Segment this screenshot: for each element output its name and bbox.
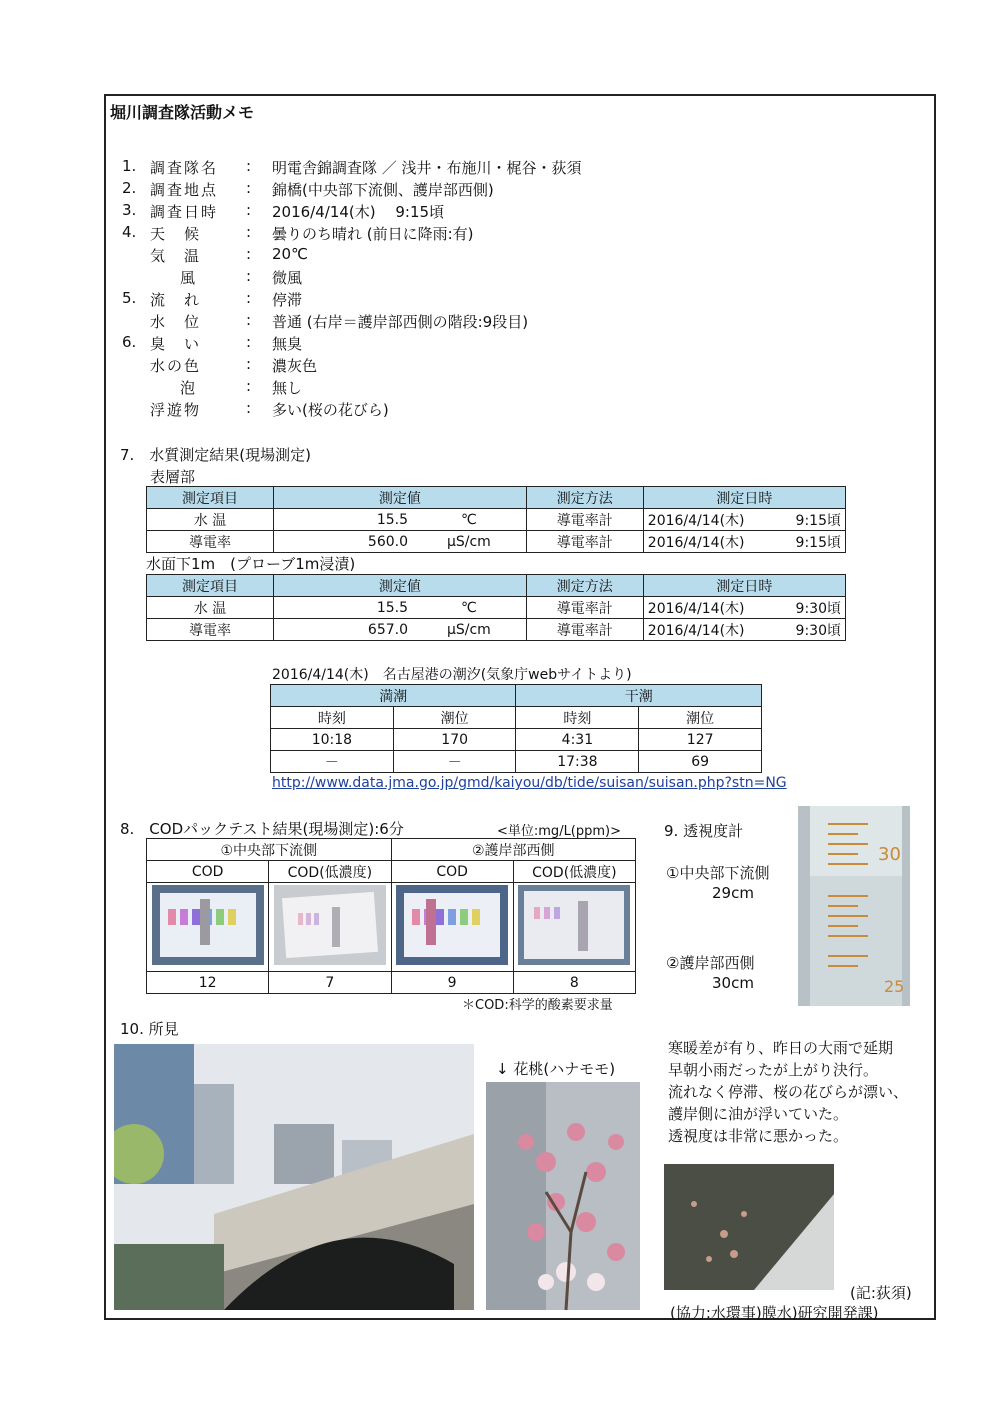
item-label: 調査地点 <box>150 181 219 199</box>
cell-item: 水 温 <box>147 509 274 531</box>
tide-sub-header: 潮位 <box>393 707 516 729</box>
cod-col-header: COD <box>147 861 269 883</box>
clarity-meter-photo <box>798 806 910 1006</box>
item-value: 多い(桜の花びら) <box>272 401 389 419</box>
item-value: 停滞 <box>272 291 303 309</box>
author-note: (記:荻須) <box>850 1284 912 1302</box>
item-value: 20℃ <box>272 245 308 263</box>
item-value: 明電舎錦調査隊 ／ 浅井・布施川・梶谷・荻須 <box>272 159 582 177</box>
item-colon: : <box>246 223 252 241</box>
item-label: 臭 い <box>150 335 202 353</box>
cod-value: 8 <box>513 972 635 994</box>
cell-method: 導電率計 <box>526 509 643 531</box>
header-value: 測定値 <box>274 575 527 597</box>
header-value: 測定値 <box>274 487 527 509</box>
cod-col-header: COD(低濃度) <box>513 861 635 883</box>
credit-note: (協力:水環事)膜水)研究開発課) <box>670 1304 879 1322</box>
item-number: 5. <box>122 289 137 307</box>
sec9-title: 9. 透視度計 <box>664 822 744 840</box>
tide-cell: 127 <box>639 729 762 751</box>
item-colon: : <box>246 179 252 197</box>
item-number: 2. <box>122 179 137 197</box>
cod-photo-cell <box>147 883 269 972</box>
item-label: 気 温 <box>150 247 202 265</box>
item-colon: : <box>246 267 252 285</box>
item-label: 水 位 <box>150 313 202 331</box>
cell-item: 導電率 <box>147 619 274 641</box>
item-value: 無し <box>272 379 303 397</box>
clarity-mark-30: 30 <box>878 844 901 865</box>
tide-cell: － <box>393 751 516 773</box>
findings-line: 早朝小雨だったが上がり決行。 <box>668 1061 879 1079</box>
item-number: 1. <box>122 157 137 175</box>
peach-caption: ↓ 花桃(ハナモモ) <box>496 1060 616 1078</box>
item-colon: : <box>246 157 252 175</box>
sec7-title: 7. 水質測定結果(現場測定) <box>120 446 312 464</box>
tide-sub-header: 時刻 <box>271 707 394 729</box>
cod-value: 7 <box>269 972 391 994</box>
findings-line: 護岸側に油が浮いていた。 <box>668 1105 849 1123</box>
cod-pack-photo <box>396 885 508 965</box>
clarity-point-1: ①中央部下流側 <box>666 864 770 882</box>
cell-value: 657.0 <box>274 619 413 641</box>
tide-cell: 10:18 <box>271 729 394 751</box>
item-colon: : <box>246 201 252 219</box>
cell-time: 9:30頃 <box>777 619 846 641</box>
clarity-point-2: ②護岸部西側 <box>666 954 755 972</box>
item-colon: : <box>246 245 252 263</box>
jma-tide-link[interactable]: http://www.data.jma.go.jp/gmd/kaiyou/db/tide/suisan/suisan.php?stn=NG <box>272 775 787 791</box>
tide-sub-header: 潮位 <box>639 707 762 729</box>
cell-method: 導電率計 <box>526 597 643 619</box>
sec8-unit: <単位:mg/L(ppm)> <box>497 824 622 839</box>
cell-unit: ℃ <box>412 597 526 619</box>
item-number: 4. <box>122 223 137 241</box>
item-value: 普通 (右岸＝護岸部西側の階段:9段目) <box>272 313 529 331</box>
under-label: 水面下1m (プローブ1m浸漬) <box>146 555 356 573</box>
item-colon: : <box>246 311 252 329</box>
table-row <box>271 751 762 773</box>
table-row <box>147 619 846 641</box>
cod-table <box>146 838 636 994</box>
item-label: 水の色 <box>150 357 202 375</box>
clarity-value-1: 29cm <box>712 884 754 902</box>
table-row <box>147 972 636 994</box>
tide-caption: 2016/4/14(木) 名古屋港の潮汐(気象庁webサイトより) <box>272 667 632 683</box>
tide-high-header: 満潮 <box>271 685 516 707</box>
cell-unit: ℃ <box>412 509 526 531</box>
item-number: 6. <box>122 333 137 351</box>
cod-col-header: COD(低濃度) <box>269 861 391 883</box>
cod-pack-photo <box>152 885 264 965</box>
item-value: 微風 <box>272 269 303 287</box>
item-label: 浮遊物 <box>150 401 202 419</box>
tide-sub-header: 時刻 <box>516 707 639 729</box>
item-value: 曇りのち晴れ (前日に降雨:有) <box>272 225 474 243</box>
sec8-title: 8. CODパックテスト結果(現場測定):6分 <box>120 820 404 838</box>
cell-date: 2016/4/14(木) <box>643 531 777 553</box>
table-row <box>147 531 846 553</box>
cell-method: 導電率計 <box>526 531 643 553</box>
under-table <box>146 574 846 641</box>
item-label: 流 れ <box>150 291 202 309</box>
page-title: 堀川調査隊活動メモ <box>110 103 255 122</box>
item-value: 濃灰色 <box>272 357 318 375</box>
item-label: 調査隊名 <box>150 159 219 177</box>
header-method: 測定方法 <box>526 575 643 597</box>
tide-cell: － <box>271 751 394 773</box>
cell-value: 560.0 <box>274 531 413 553</box>
cod-group-header: ②護岸部西側 <box>391 839 636 861</box>
findings-line: 透視度は非常に悪かった。 <box>668 1127 849 1145</box>
item-label: 天 候 <box>150 225 202 243</box>
cell-unit: μS/cm <box>412 619 526 641</box>
cod-footnote: ＊COD:科学的酸素要求量 <box>462 998 613 1013</box>
cell-item: 水 温 <box>147 597 274 619</box>
cell-date: 2016/4/14(木) <box>643 597 777 619</box>
cod-pack-photo <box>518 885 630 965</box>
bridge-photo <box>114 1044 474 1310</box>
item-value: 無臭 <box>272 335 303 353</box>
item-colon: : <box>246 289 252 307</box>
cod-photo-cell <box>269 883 391 972</box>
cod-col-header: COD <box>391 861 513 883</box>
cod-group-header: ①中央部下流側 <box>147 839 392 861</box>
table-row <box>271 729 762 751</box>
item-value: 2016/4/14(木) 9:15頃 <box>272 203 445 221</box>
surface-label: 表層部 <box>150 468 196 486</box>
table-row <box>147 509 846 531</box>
item-value: 錦橋(中央部下流側、護岸部西側) <box>272 181 494 199</box>
cell-value: 15.5 <box>274 597 413 619</box>
clarity-value-2: 30cm <box>712 974 754 992</box>
cell-time: 9:15頃 <box>777 531 846 553</box>
header-item: 測定項目 <box>147 487 274 509</box>
cell-item: 導電率 <box>147 531 274 553</box>
cod-photo-cell <box>391 883 513 972</box>
tide-cell: 69 <box>639 751 762 773</box>
surface-table <box>146 486 846 553</box>
item-colon: : <box>246 377 252 395</box>
item-label: 調査日時 <box>150 203 219 221</box>
item-label: 風 <box>180 269 198 287</box>
tide-cell: 17:38 <box>516 751 639 773</box>
cell-method: 導電率計 <box>526 619 643 641</box>
cod-value: 9 <box>391 972 513 994</box>
tide-cell: 4:31 <box>516 729 639 751</box>
cod-value: 12 <box>147 972 269 994</box>
clarity-mark-25: 25 <box>884 977 905 996</box>
findings-line: 寒暖差が有り、昨日の大雨で延期 <box>668 1039 894 1057</box>
sec10-title: 10. 所見 <box>120 1020 179 1038</box>
tide-low-header: 干潮 <box>516 685 762 707</box>
item-number: 3. <box>122 201 137 219</box>
cell-unit: μS/cm <box>412 531 526 553</box>
header-datetime: 測定日時 <box>643 575 845 597</box>
table-row <box>147 597 846 619</box>
item-colon: : <box>246 399 252 417</box>
water-surface-photo <box>664 1164 834 1290</box>
item-label: 泡 <box>180 379 198 397</box>
item-colon: : <box>246 333 252 351</box>
cell-value: 15.5 <box>274 509 413 531</box>
peach-photo <box>486 1082 640 1310</box>
cod-pack-photo <box>274 885 386 965</box>
tide-cell: 170 <box>393 729 516 751</box>
cell-date: 2016/4/14(木) <box>643 619 777 641</box>
cell-date: 2016/4/14(木) <box>643 509 777 531</box>
header-datetime: 測定日時 <box>643 487 845 509</box>
findings-line: 流れなく停滞、桜の花びらが漂い、 <box>668 1083 909 1101</box>
cod-photo-cell <box>513 883 635 972</box>
cell-time: 9:30頃 <box>777 597 846 619</box>
tide-table <box>270 684 762 773</box>
header-item: 測定項目 <box>147 575 274 597</box>
item-colon: : <box>246 355 252 373</box>
cell-time: 9:15頃 <box>777 509 846 531</box>
header-method: 測定方法 <box>526 487 643 509</box>
